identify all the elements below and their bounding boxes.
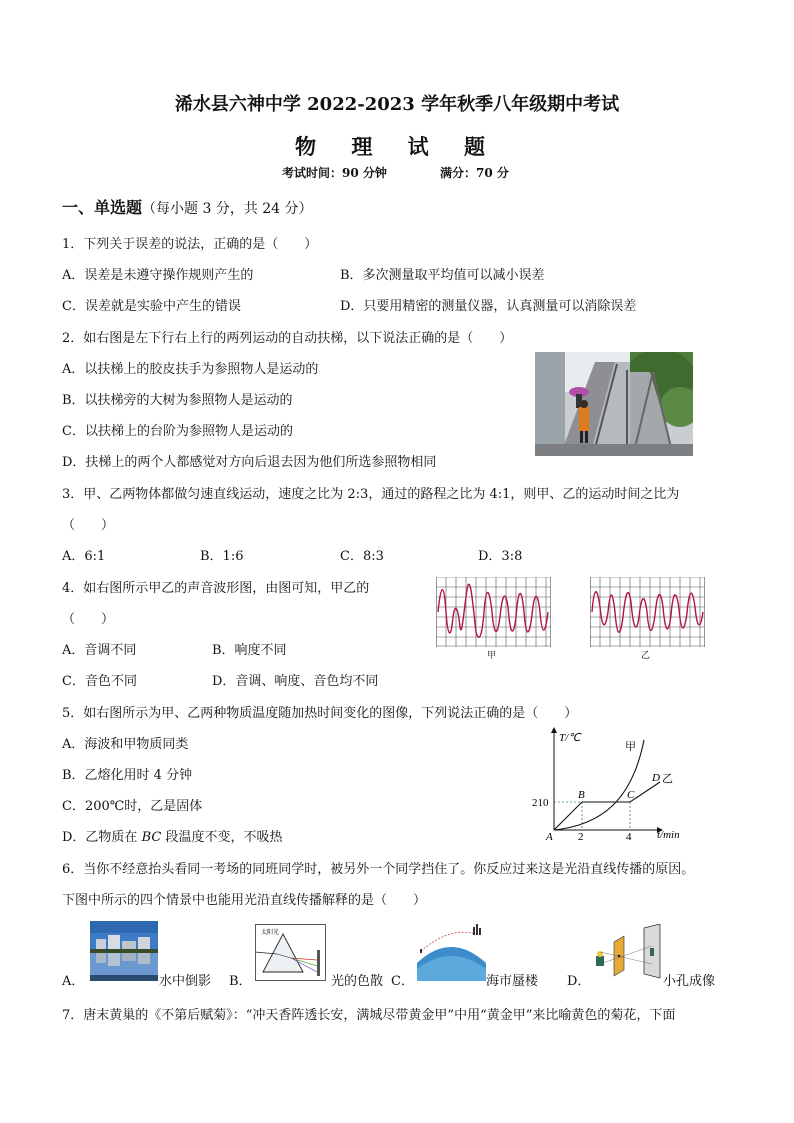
q3-option-b: B．1:6 <box>200 549 244 564</box>
q4-option-c: C．音色不同 <box>62 674 137 689</box>
graph-point-a: A <box>546 831 553 843</box>
curve-yi <box>554 782 660 830</box>
graph-point-b: B <box>578 789 585 801</box>
pinhole-diagram <box>594 924 666 981</box>
exam-score: 满分：70 分 <box>440 166 509 180</box>
q5-option-d-pre: D．乙物质在 <box>62 830 142 845</box>
graph-xlabel: t/min <box>657 829 680 841</box>
section-title: 一、单选题 <box>62 198 143 217</box>
graph-label-yi: 乙 <box>662 773 673 785</box>
q3-stem: 3．甲、乙两物体都做匀速直线运动，速度之比为 2:3，通过的路程之比为 4:1，则甲、乙的运动时间之比为 <box>62 487 680 502</box>
q6-option-d-text: 小孔成像 <box>663 974 716 989</box>
q6-stem-line2: 下图中所示的四个情景中也能用光沿直线传播解释的是（ ） <box>62 893 427 908</box>
prism-diagram <box>255 924 333 981</box>
q4-option-b: B．响度不同 <box>212 643 287 658</box>
prism-label: 太阳光 <box>261 930 280 936</box>
q6-option-c-text: 海市蜃楼 <box>486 974 539 989</box>
q2-option-d: D．扶梯上的两个人都感觉对方向后退去因为他们所选参照物相同 <box>62 455 437 470</box>
waveform-yi-label: 乙 <box>641 651 651 661</box>
q1-option-c: C．误差就是实验中产生的错误 <box>62 299 241 314</box>
exam-title: 浠水县六神中学 2022-2023 学年秋季八年级期中考试 <box>174 94 620 115</box>
exam-time: 考试时间：90 分钟 <box>282 166 387 180</box>
graph-x-tick-2: 2 <box>578 831 584 843</box>
q6-option-a-letter: A． <box>62 974 85 989</box>
q6-option-b-letter: B． <box>229 974 252 989</box>
q4-stem: 4．如右图所示甲乙的声音波形图，由图可知，甲乙的 <box>62 581 370 596</box>
q3-option-c: C．8:3 <box>340 549 384 564</box>
q1-stem: 1．下列关于误差的说法，正确的是（ ） <box>62 237 318 252</box>
q6-stem-line1: 6．当你不经意抬头看同一考场的同班同学时，被另外一个同学挡住了。你反应过来这是光沿直线传播的原因。 <box>62 862 695 877</box>
graph-ylabel: T/℃ <box>559 732 581 744</box>
escalator-photo <box>535 352 693 456</box>
section-heading <box>62 195 313 218</box>
q5-option-b: B．乙熔化用时 4 分钟 <box>62 768 193 783</box>
q6-option-d-letter: D． <box>567 974 591 989</box>
q5-option-a: A．海波和甲物质同类 <box>62 737 189 752</box>
graph-point-d: D <box>652 772 660 784</box>
q4-paren: （ ） <box>62 612 115 627</box>
q2-stem: 2．如右图是左下行右上行的两列运动的自动扶梯，以下说法正确的是（ ） <box>62 331 513 346</box>
mirage-diagram <box>417 921 486 981</box>
q5-stem: 5．如右图所示为甲、乙两种物质温度随加热时间变化的图像，下列说法正确的是（ ） <box>62 706 578 721</box>
q5-option-d-post: 段温度不变，不吸热 <box>161 830 283 845</box>
graph-x-tick-4: 4 <box>626 831 632 843</box>
q6-option-a-text: 水中倒影 <box>159 974 212 989</box>
q3-option-d: D．3:8 <box>478 549 523 564</box>
q1-option-a: A．误差是未遵守操作规则产生的 <box>62 268 254 283</box>
q1-option-b: B．多次测量取平均值可以减小误差 <box>340 268 545 283</box>
q5-option-d <box>62 826 282 845</box>
waveform-jia-label: 甲 <box>487 651 497 661</box>
q3-option-a: A．6:1 <box>62 549 106 564</box>
waveform-jia <box>436 577 551 647</box>
q2-option-c: C．以扶梯上的台阶为参照物人是运动的 <box>62 424 293 439</box>
graph-point-c: C <box>627 789 635 801</box>
q4-option-d: D．音调、响度、音色均不同 <box>212 674 379 689</box>
q3-paren: （ ） <box>62 518 115 533</box>
graph-y-tick-210: 210 <box>532 797 549 809</box>
q1-option-d: D．只要用精密的测量仪器，认真测量可以消除误差 <box>340 299 637 314</box>
reflection-photo <box>90 921 158 981</box>
q2-option-a: A．以扶梯上的胶皮扶手为参照物人是运动的 <box>62 362 319 377</box>
graph-label-jia: 甲 <box>625 741 636 753</box>
q6-option-b-text: 光的色散 <box>331 974 384 989</box>
q5-option-c: C．200℃时，乙是固体 <box>62 799 203 814</box>
section-note: （每小题 3 分，共 24 分） <box>142 201 313 217</box>
waveform-yi <box>590 577 705 647</box>
q7-stem: 7．唐末黄巢的《不第后赋菊》：“冲天香阵透长安，满城尽带黄金甲”中用“黄金甲”来比喻黄色的菊花，下面 <box>62 1008 676 1023</box>
q2-option-b: B．以扶梯旁的大树为参照物人是运动的 <box>62 393 293 408</box>
temperature-graph <box>532 725 694 843</box>
q5-option-d-segment: BC <box>141 830 162 845</box>
exam-subject: 物 理 试 题 <box>295 134 499 159</box>
q4-option-a: A．音调不同 <box>62 643 137 658</box>
q6-option-c-letter: C． <box>391 974 414 989</box>
